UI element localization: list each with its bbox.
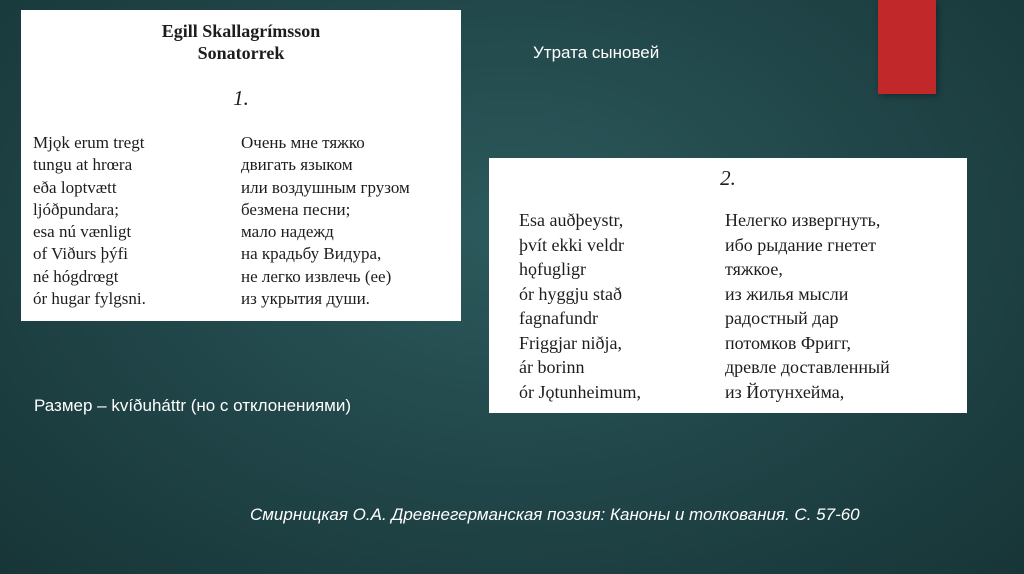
translation-line: Очень мне тяжко xyxy=(241,133,365,152)
poem-author: Egill Skallagrímsson xyxy=(161,21,321,41)
original-line: Mjǫk erum tregt xyxy=(33,133,145,152)
translation-line: из укрытия души. xyxy=(241,289,370,309)
original-line: Esa auðþeystr, xyxy=(519,210,624,230)
translation-line: на крадьбу Видура, xyxy=(241,244,382,264)
original-column xyxy=(33,132,146,310)
original-line: esa nú vænligt xyxy=(33,222,132,242)
original-line: né hógdrœgt xyxy=(33,266,119,286)
translation-line: из Йотунхейма, xyxy=(725,381,845,402)
translation-line: древле доставленный xyxy=(725,357,890,377)
original-line: of Viðurs þýfi xyxy=(33,244,128,264)
original-line: þvít ekki veldr xyxy=(519,234,624,255)
original-line: ór hyggju stað xyxy=(519,283,622,304)
poem-heading xyxy=(21,20,461,64)
original-line: ár borinn xyxy=(519,357,585,377)
translation-line: мало надежд xyxy=(241,222,334,242)
stanza-number: 2. xyxy=(720,166,736,190)
translation-line: тяжкое, xyxy=(725,259,783,279)
translation-column xyxy=(241,132,410,310)
original-column xyxy=(519,208,641,404)
original-line: tungu at hrœra xyxy=(33,155,133,175)
accent-bar xyxy=(878,0,936,94)
stanza-2-image xyxy=(489,158,967,413)
translation-line: Нелегко извергнуть, xyxy=(725,210,881,230)
original-line: ljóðpundara; xyxy=(33,199,119,219)
translation-line: ибо рыдание гнетет xyxy=(725,234,877,255)
translation-line: потомков Фригг, xyxy=(725,332,851,353)
translation-line: безмена песни; xyxy=(241,199,351,219)
stanza-number: 1. xyxy=(233,86,249,110)
slide-title: Утрата сыновей xyxy=(533,43,660,62)
meter-note: Размер – kvíðuháttr (но с отклонениями) xyxy=(34,396,351,415)
original-line: eða loptvætt xyxy=(33,177,117,197)
translation-line: или воздушным грузом xyxy=(241,177,410,197)
translation-line: не легко извлечь (ее) xyxy=(241,266,392,286)
original-line: fagnafundr xyxy=(519,308,598,328)
stanza-1-image xyxy=(21,10,461,321)
translation-column xyxy=(725,208,890,404)
translation-line: из жилья мысли xyxy=(725,283,849,304)
translation-line: радостный дар xyxy=(725,308,839,328)
citation: Смирницкая О.А. Древнегерманская поэзия: Каноны и толкования. С. 57-60 xyxy=(250,505,860,524)
original-line: ór Jǫtunheimum, xyxy=(519,381,641,402)
original-line: hǫfugligr xyxy=(519,259,586,279)
original-line: Friggjar niðja, xyxy=(519,332,622,353)
original-line: ór hugar fylgsni. xyxy=(33,289,146,309)
poem-title: Sonatorrek xyxy=(197,43,285,63)
translation-line: двигать языком xyxy=(241,155,353,175)
